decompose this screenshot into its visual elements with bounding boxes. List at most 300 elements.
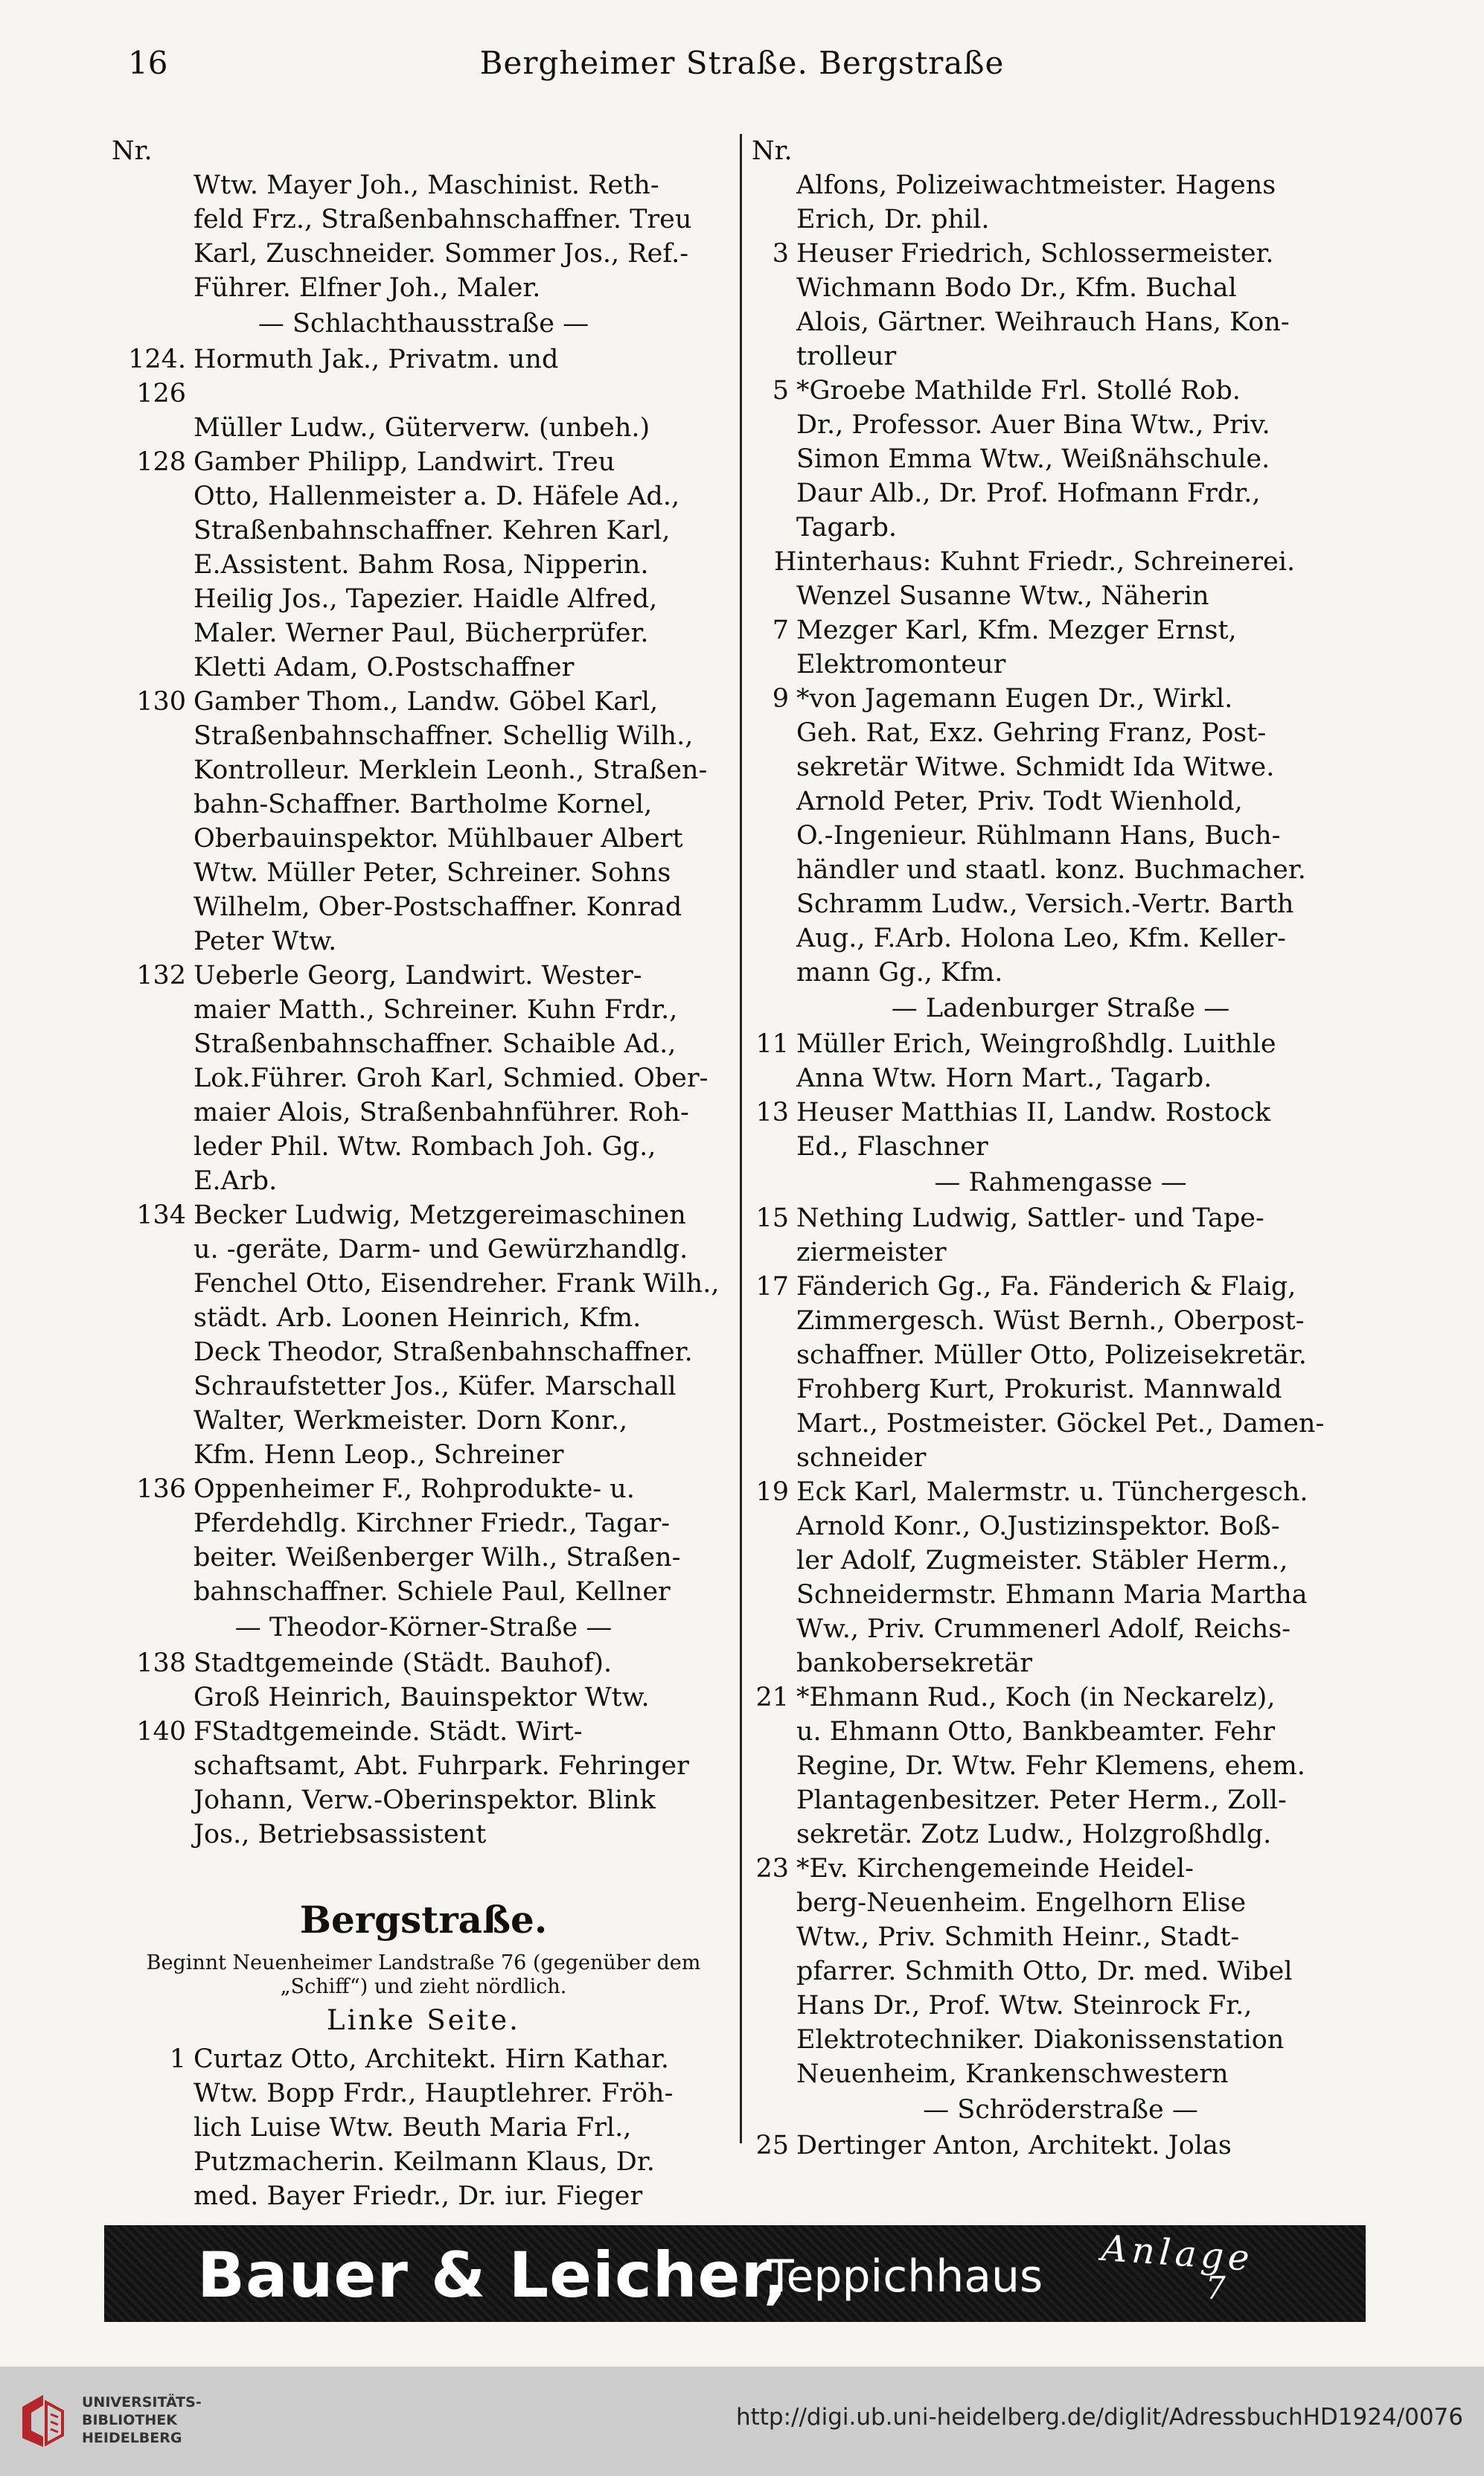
resident-text: Straßenbahnschaffner. Kehren Karl, [194,516,671,546]
house-number [752,819,796,853]
directory-entry-line [112,1267,735,1301]
resident-text: Heuser Matthias II, Landw. Rostock [796,1098,1271,1127]
directory-entry-line [752,339,1369,374]
directory-entry-line [752,1130,1369,1164]
directory-entry-line [752,887,1369,921]
house-number [752,1509,796,1543]
house-number: 19 [755,1477,789,1507]
resident-text: schaffner. Müller Otto, Polizeisekretär. [796,1340,1307,1370]
directory-entry-line [112,924,735,959]
directory-entry-line [752,476,1369,511]
entry-list [752,1027,1369,1164]
resident-text: Mezger Karl, Kfm. Mezger Ernst, [796,615,1237,645]
directory-entry-line [112,856,735,890]
resident-text: *Groebe Mathilde Frl. Stollé Rob. [796,376,1241,406]
entry-list [112,1646,735,1852]
resident-text: Schraufstetter Jos., Küfer. Marschall [194,1372,677,1401]
resident-text: Nething Ludwig, Sattler- und Tape- [796,1203,1264,1233]
entry-list [752,237,1369,545]
directory-entry-line [752,1475,1369,1509]
directory-entry-line [752,921,1369,956]
house-number [112,1817,194,1852]
house-number [752,1612,796,1646]
resident-text: *Ehmann Rud., Koch (in Neckarelz), [796,1683,1276,1712]
resident-text: berg-Neuenheim. Engelhorn Elise [796,1888,1247,1918]
resident-text: Deck Theodor, Straßenbahnschaffner. [194,1337,693,1367]
directory-entry-line [752,750,1369,784]
left-column [112,134,735,2213]
house-number [112,1232,194,1267]
house-number: 140 [136,1717,186,1747]
directory-entry-line [752,1989,1369,2023]
house-number [112,1061,194,1095]
resident-text: Ww., Priv. Crummenerl Adolf, Reichs- [796,1614,1291,1644]
directory-entry-line [752,442,1369,476]
house-number [752,1749,796,1783]
directory-entry-line [112,479,735,514]
house-number [112,411,194,445]
column-divider [740,134,742,2143]
house-number [752,2023,796,2057]
resident-text: Straßenbahnschaffner. Schellig Wilh., [194,721,694,751]
house-number [112,1506,194,1541]
resident-text: Elektromonteur [796,650,1006,679]
house-number [752,853,796,887]
resident-text: *von Jagemann Eugen Dr., Wirkl. [796,684,1233,714]
directory-entry-line [112,1404,735,1438]
resident-text: Putzmacherin. Keilmann Klaus, Dr. [194,2147,655,2177]
resident-text: Wtw. Müller Peter, Schreiner. Sohns [194,858,671,888]
resident-text: Gamber Thom., Landw. Göbel Karl, [194,687,659,717]
house-number [752,1130,796,1164]
resident-text: Müller Ludw., Güterverw. (unbeh.) [194,413,650,443]
directory-entry-line [112,1575,735,1609]
house-number [752,1061,796,1095]
ad-handwritten-note: Anlage [1100,2227,1256,2280]
directory-entry-line [112,1369,735,1404]
resident-text: beiter. Weißenberger Wilh., Straßen- [194,1543,681,1573]
resident-text: Schramm Ludw., Versich.-Vertr. Barth [796,889,1294,919]
directory-entry-line [752,1509,1369,1543]
text-line: Wtw. Mayer Joh., Maschinist. Reth- [194,170,659,200]
directory-entry-line [112,1130,735,1164]
directory-entry-line [112,2111,735,2145]
directory-entry-line [112,685,735,719]
directory-entry-line [752,2057,1369,2091]
resident-text: Schneidermstr. Ehmann Maria Martha [796,1580,1308,1610]
resident-text: Dr., Professor. Auer Bina Wtw., Priv. [796,410,1270,440]
directory-entry-line [112,959,735,993]
library-logo-icon [16,2392,70,2450]
directory-entry-line [752,784,1369,819]
house-number [752,1441,796,1475]
house-number [752,921,796,956]
resident-text: u. -geräte, Darm- und Gewürzhandlg. [194,1235,688,1264]
house-number: 1 [169,2044,186,2074]
directory-entry-line [752,716,1369,750]
directory-entry-line [112,2145,735,2179]
directory-entry-line [752,1852,1369,1886]
resident-text: Wtw., Priv. Schmith Heinr., Stadt- [796,1922,1240,1952]
directory-entry-line [112,1438,735,1472]
house-number [752,750,796,784]
directory-entry-line [752,1749,1369,1783]
resident-text: E.Arb. [194,1166,278,1196]
resident-text: Geh. Rat, Exz. Gehring Franz, Post- [796,718,1267,748]
directory-entry-line [112,342,735,411]
house-number: 128 [136,447,186,477]
running-title: Bergheimer Straße. Bergstraße [479,45,1005,81]
house-number [112,479,194,514]
intro-block [112,168,735,305]
directory-entry-line [752,682,1369,716]
house-number [752,1886,796,1920]
directory-entry-line [752,271,1369,305]
house-number: 124. 126 [128,345,186,409]
directory-entry-line [752,2023,1369,2057]
resident-text: Müller Erich, Weingroßhdlg. Luithle [796,1029,1276,1059]
house-number [752,1646,796,1680]
resident-text: bankobersekretär [796,1648,1032,1678]
resident-text: Elektrotechniker. Diakonissenstation [796,2025,1285,2055]
resident-text: Zimmergesch. Wüst Bernh., Oberpost- [796,1306,1305,1336]
directory-entry-line [752,408,1369,442]
house-number [752,1543,796,1578]
entry-list [112,342,735,1609]
directory-entry-line [752,1612,1369,1646]
directory-entry-line [752,1817,1369,1852]
resident-text: FStadtgemeinde. Städt. Wirt- [194,1717,583,1747]
resident-text: Mart., Postmeister. Göckel Pet., Damen- [796,1409,1325,1439]
directory-entry-line [112,822,735,856]
house-number [112,753,194,787]
resident-text: ziermeister [796,1238,947,1267]
house-number [112,1164,194,1198]
house-number [112,787,194,822]
ad-business-type: Teppichhaus [767,2251,1043,2303]
house-number [752,511,796,545]
page-number: 16 [128,45,168,81]
house-number [112,1783,194,1817]
house-number [112,514,194,548]
directory-entry-line [112,1817,735,1852]
resident-text: Anna Wtw. Horn Mart., Tagarb. [796,1063,1212,1093]
directory-entry-line [752,1954,1369,1989]
directory-entry-line [752,1543,1369,1578]
house-number [752,1578,796,1612]
house-number: 23 [755,1854,789,1884]
house-number [752,1954,796,1989]
resident-text: Oppenheimer F., Rohprodukte- u. [194,1474,635,1504]
resident-text: leder Phil. Wtw. Rombach Joh. Gg., [194,1132,656,1162]
house-number [112,822,194,856]
directory-entry-line [752,237,1369,271]
house-number: 21 [755,1683,789,1712]
directory-entry-line [752,1304,1369,1338]
directory-entry-line [112,1680,735,1715]
house-number [752,716,796,750]
directory-entry-line [112,411,735,445]
resident-text: Simon Emma Wtw., Weißnähschule. [796,444,1270,474]
house-number: 9 [772,684,789,714]
resident-text: trolleur [796,342,897,371]
directory-entry-line [752,1338,1369,1372]
directory-entry-line [112,514,735,548]
resident-text: Hans Dr., Prof. Wtw. Steinrock Fr., [796,1991,1253,2021]
resident-text: med. Bayer Friedr., Dr. iur. Fieger [194,2181,643,2211]
directory-entry-line [752,1372,1369,1407]
resident-text: pfarrer. Schmith Otto, Dr. med. Wibel [796,1957,1293,1986]
entry-list [752,1201,1369,2091]
house-number [752,339,796,374]
resident-text: Arnold Peter, Priv. Todt Wienhold, [796,787,1243,816]
resident-text: Pferdehdlg. Kirchner Friedr., Tagar- [194,1509,671,1538]
house-number [752,476,796,511]
house-number: 130 [136,687,186,717]
resident-text: Otto, Hallenmeister a. D. Häfele Ad., [194,482,680,511]
resident-text: Oberbauinspektor. Mühlbauer Albert [194,824,683,854]
house-number [752,1783,796,1817]
directory-entry-line [752,1270,1369,1304]
resident-text: Heuser Friedrich, Schlossermeister. [796,239,1274,269]
directory-entry-line [112,1541,735,1575]
directory-entry-line [112,1232,735,1267]
directory-entry-line [112,1095,735,1130]
resident-text: Johann, Verw.-Oberinspektor. Blink [194,1785,656,1815]
house-number [752,647,796,682]
directory-entry-line [112,616,735,650]
resident-text: Neuenheim, Krankenschwestern [796,2059,1229,2089]
house-number [752,956,796,990]
resident-text: Dertinger Anton, Architekt. Jolas [796,2131,1232,2160]
library-name-line: HEIDELBERG [82,2430,182,2446]
house-number [112,1404,194,1438]
house-number [752,1715,796,1749]
house-number [112,548,194,582]
directory-entry-line [752,1061,1369,1095]
directory-entry-line [752,1680,1369,1715]
directory-entry-line [112,1646,735,1680]
resident-text: O.-Ingenieur. Rühlmann Hans, Buch- [796,821,1281,851]
resident-text: Jos., Betriebsassistent [194,1820,487,1849]
resident-text: maier Alois, Straßenbahnführer. Roh- [194,1098,689,1127]
resident-text: Groß Heinrich, Bauinspektor Wtw. [194,1683,650,1712]
resident-text: Wilhelm, Ober-Postschaffner. Konrad [194,892,682,922]
house-number: 132 [136,961,186,991]
resident-text: händler und staatl. konz. Buchmacher. [796,855,1306,885]
cross-street: — Ladenburger Straße — [891,994,1230,1023]
section-description: Beginnt Neuenheimer Landstraße 76 (gegenüber dem „Schiff“) und zieht nördlich. [146,1951,701,1998]
directory-entry-line [752,511,1369,545]
resident-text: Plantagenbesitzer. Peter Herm., Zoll- [796,1785,1287,1815]
entry-list [752,613,1369,990]
directory-entry-line [112,1506,735,1541]
resident-text: städt. Arb. Loonen Heinrich, Kfm. [194,1303,642,1333]
house-number [112,1130,194,1164]
cross-street: — Schlachthausstraße — [258,309,589,339]
directory-entry-line [752,1920,1369,1954]
house-number: 5 [772,376,789,406]
directory-entry-line [752,956,1369,990]
house-number: 3 [772,239,789,269]
directory-entry-line [112,1472,735,1506]
resident-text: schaftsamt, Abt. Fuhrpark. Fehringer [194,1751,689,1781]
section-title: Bergstraße. [299,1898,548,1942]
house-number [112,582,194,616]
directory-entry-line [112,1715,735,1749]
resident-text: sekretär. Zotz Ludw., Holzgroßhdlg. [796,1820,1272,1849]
resident-text: Ueberle Georg, Landwirt. Wester- [194,961,642,991]
house-number [752,784,796,819]
resident-text: Kletti Adam, O.Postschaffner [194,653,575,682]
resident-text: Kontrolleur. Merklein Leonh., Straßen- [194,755,708,785]
page-header [112,45,1372,89]
resident-text: bahnschaffner. Schiele Paul, Kellner [194,1577,671,1607]
resident-text: sekretär Witwe. Schmidt Ida Witwe. [796,752,1275,782]
resident-text: Fenchel Otto, Eisendreher. Frank Wilh., [194,1269,720,1299]
house-number [752,305,796,339]
house-number [112,1541,194,1575]
cross-street: — Rahmengasse — [934,1168,1187,1197]
directory-entry-line [112,1027,735,1061]
resident-text: E.Assistent. Bahm Rosa, Nipperin. [194,550,649,580]
directory-entry-line [752,1783,1369,1817]
directory-entry-line [112,2042,735,2076]
resident-text: Eck Karl, Malermstr. u. Tünchergesch. [796,1477,1308,1507]
house-number [112,856,194,890]
resident-text: Straßenbahnschaffner. Schaible Ad., [194,1029,677,1059]
house-number [112,993,194,1027]
directory-entry-line [752,1886,1369,1920]
nr-label: Nr. [752,136,793,166]
house-number [112,890,194,924]
ad-handwritten-number: 7 [1206,2270,1226,2306]
directory-entry-line [752,613,1369,647]
source-url-link[interactable]: http://digi.ub.uni-heidelberg.de/diglit/AdressbuchHD1924/0076 [735,2404,1463,2431]
house-number [112,1095,194,1130]
house-number [752,442,796,476]
house-number [112,2179,194,2213]
directory-entry-line [112,548,735,582]
resident-text: Regine, Dr. Wtw. Fehr Klemens, ehem. [796,1751,1305,1781]
resident-text: Arnold Konr., O.Justizinspektor. Boß- [796,1511,1280,1541]
resident-text: Daur Alb., Dr. Prof. Hofmann Frdr., [796,479,1261,508]
hinterhaus-line: Hinterhaus: Kuhnt Friedr., Schreinerei. [774,547,1296,577]
house-number [112,1575,194,1609]
library-name-line: UNIVERSITÄTS- [82,2394,202,2411]
text-line: Karl, Zuschneider. Sommer Jos., Ref.- [194,239,689,269]
house-number [752,1920,796,1954]
house-number [112,650,194,685]
directory-entry-line [752,1441,1369,1475]
house-number [752,1989,796,2023]
directory-entry-line [112,2076,735,2111]
resident-text: Walter, Werkmeister. Dorn Konr., [194,1406,628,1436]
resident-text: Frohberg Kurt, Prokurist. Mannwald [796,1375,1282,1404]
house-number [112,1680,194,1715]
directory-entry-line [752,1095,1369,1130]
resident-text: Heilig Jos., Tapezier. Haidle Alfred, [194,584,658,614]
resident-text: Hormuth Jak., Privatm. und [194,345,559,374]
resident-text: mann Gg., Kfm. [796,958,1003,988]
resident-text: Maler. Werner Paul, Bücherprüfer. [194,618,649,648]
house-number [752,271,796,305]
house-number [752,887,796,921]
directory-entry-line [752,1407,1369,1441]
directory-entry-line [112,2179,735,2213]
house-number [112,719,194,753]
house-number [112,1335,194,1369]
directory-entry-line [752,1715,1369,1749]
directory-entry-line [112,993,735,1027]
hinterhaus-line: Wenzel Susanne Wtw., Näherin [796,581,1209,611]
house-number [752,2057,796,2091]
directory-entry-line [112,753,735,787]
house-number: 134 [136,1200,186,1230]
directory-entry-line [112,1335,735,1369]
directory-entry-line [752,1578,1369,1612]
directory-entry-line [112,1198,735,1232]
text-line: Alfons, Polizeiwachtmeister. Hagens [796,170,1276,200]
directory-entry-line [752,853,1369,887]
resident-text: Lok.Führer. Groh Karl, Schmied. Ober- [194,1063,709,1093]
house-number [112,1438,194,1472]
text-line: Erich, Dr. phil. [796,205,990,234]
directory-entry-line [112,650,735,685]
library-name [82,2393,202,2447]
resident-text: Peter Wtw. [194,927,337,956]
directory-entry-line [112,582,735,616]
house-number: 13 [755,1098,789,1127]
right-column [752,134,1369,2163]
house-number: 15 [755,1203,789,1233]
house-number [112,616,194,650]
house-number [752,1338,796,1372]
house-number [752,1407,796,1441]
cross-street: — Theodor-Körner-Straße — [234,1613,613,1642]
ad-company-name: Bauer & Leicher, [197,2239,788,2312]
resident-text: Wtw. Bopp Frdr., Hauptlehrer. Fröh- [194,2079,674,2108]
house-number [112,2111,194,2145]
house-number [752,1304,796,1338]
resident-text: Stadtgemeinde (Städt. Bauhof). [194,1648,613,1678]
house-number: 138 [136,1648,186,1678]
directory-entry-line [752,305,1369,339]
house-number [752,1372,796,1407]
resident-text: bahn-Schaffner. Bartholme Kornel, [194,790,653,819]
library-footer [0,2367,1484,2476]
house-number [752,408,796,442]
resident-text: Curtaz Otto, Architekt. Hirn Kathar. [194,2044,669,2074]
resident-text: Tagarb. [796,513,898,543]
advertisement-banner [104,2225,1366,2322]
cross-street: — Schröderstraße — [923,2095,1198,2125]
house-number [112,2076,194,2111]
house-number: 11 [755,1029,789,1059]
directory-entry-line [112,1061,735,1095]
directory-entry-line [112,1164,735,1198]
directory-entry-line [752,2128,1369,2163]
house-number [752,1235,796,1270]
house-number: 7 [772,615,789,645]
entry-list [752,2128,1369,2163]
resident-text: Kfm. Henn Leop., Schreiner [194,1440,564,1470]
resident-text: schneider [796,1443,927,1473]
house-number [752,1817,796,1852]
house-number [112,1369,194,1404]
directory-entry-line [752,819,1369,853]
resident-text: *Ev. Kirchengemeinde Heidel- [796,1854,1194,1884]
